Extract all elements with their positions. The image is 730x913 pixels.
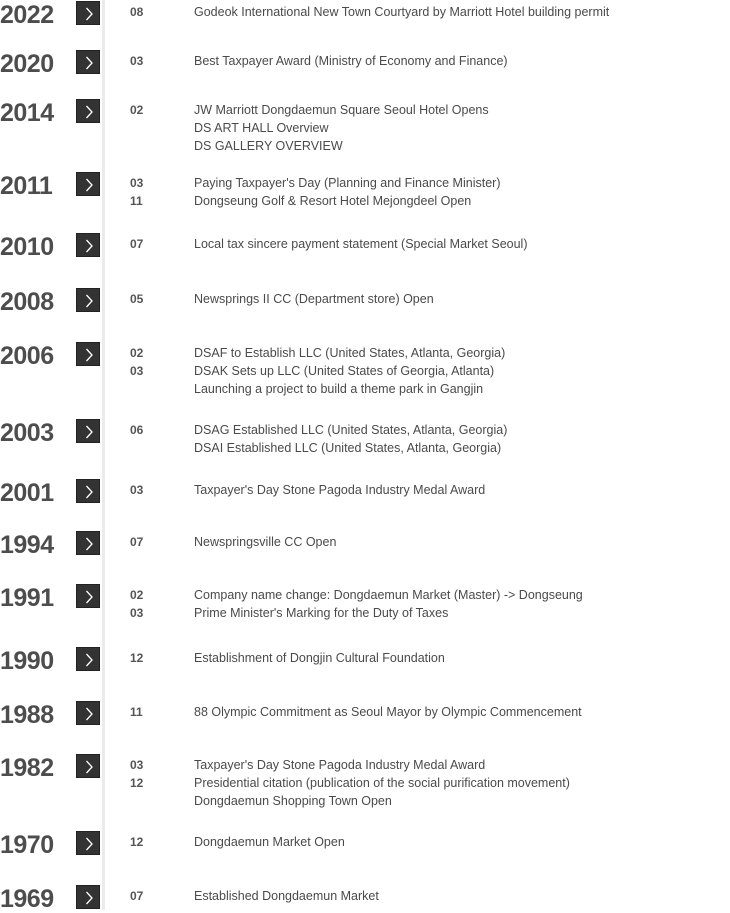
event-text: Dongseung Golf & Resort Hotel Mejongdeel Open — [194, 194, 472, 208]
month-label: 12 — [130, 776, 144, 790]
year-label: 1982 — [0, 754, 54, 782]
expand-year-button[interactable] — [76, 233, 100, 257]
year-events — [130, 479, 710, 499]
event-list — [194, 774, 714, 810]
event-text: DSAI Established LLC (United States, Atlanta, Georgia) — [194, 441, 502, 455]
chevron-right-icon — [77, 234, 101, 258]
event-text: JW Marriott Dongdaemun Square Seoul Hotel Opens — [194, 103, 489, 117]
year-label: 2022 — [0, 1, 54, 29]
year-events — [130, 647, 710, 667]
expand-year-button[interactable] — [76, 419, 100, 443]
event-list — [194, 52, 714, 70]
month-label: 03 — [130, 54, 144, 68]
timeline-line — [102, 0, 105, 910]
chevron-right-icon — [77, 289, 101, 313]
chevron-right-icon — [77, 100, 101, 124]
month-label: 06 — [130, 423, 144, 437]
year-events — [130, 99, 710, 155]
event-text: Dongdaemun Shopping Town Open — [194, 794, 392, 808]
event-text: Established Dongdaemun Market — [194, 889, 379, 903]
year-label: 2014 — [0, 99, 54, 127]
month-label: 02 — [130, 346, 144, 360]
list-item — [130, 649, 710, 667]
month-label: 03 — [130, 176, 144, 190]
event-list — [194, 481, 714, 499]
list-item — [130, 174, 710, 192]
year-events — [130, 288, 710, 308]
list-item — [130, 235, 710, 253]
event-text: 88 Olympic Commitment as Seoul Mayor by Olympic Commencement — [194, 705, 582, 719]
year-label: 2001 — [0, 479, 54, 507]
month-label: 11 — [130, 705, 143, 719]
event-text: Paying Taxpayer's Day (Planning and Finance Minister) — [194, 176, 501, 190]
year-label: 2008 — [0, 288, 54, 316]
chevron-right-icon — [77, 886, 101, 910]
event-list — [194, 290, 714, 308]
month-label: 03 — [130, 606, 144, 620]
chevron-right-icon — [77, 585, 101, 609]
expand-year-button[interactable] — [76, 172, 100, 196]
event-text: Establishment of Dongjin Cultural Foundation — [194, 651, 445, 665]
event-list — [194, 421, 714, 457]
event-text: Dongdaemun Market Open — [194, 835, 345, 849]
chevron-right-icon — [77, 420, 101, 444]
event-list — [194, 192, 714, 210]
list-item — [130, 421, 710, 457]
event-list — [194, 174, 714, 192]
year-events — [130, 233, 710, 253]
list-item — [130, 344, 710, 362]
event-text: Local tax sincere payment statement (Special Market Seoul) — [194, 237, 528, 251]
event-text: DS GALLERY OVERVIEW — [194, 139, 343, 153]
list-item — [130, 3, 710, 21]
year-label: 1990 — [0, 647, 54, 675]
event-text: Newsprings II CC (Department store) Open — [194, 292, 434, 306]
expand-year-button[interactable] — [76, 1, 100, 25]
year-label: 2020 — [0, 50, 54, 78]
expand-year-button[interactable] — [76, 831, 100, 855]
month-label: 08 — [130, 5, 144, 19]
year-label: 2010 — [0, 233, 54, 261]
year-events — [130, 885, 710, 905]
year-events — [130, 172, 710, 210]
list-item — [130, 101, 710, 155]
list-item — [130, 362, 710, 398]
year-events — [130, 754, 710, 810]
chevron-right-icon — [77, 480, 101, 504]
event-text: Presidential citation (publication of the social purification movement) — [194, 776, 570, 790]
expand-year-button[interactable] — [76, 701, 100, 725]
event-list — [194, 344, 714, 362]
event-text: Prime Minister's Marking for the Duty of Taxes — [194, 606, 449, 620]
event-text: DSAF to Establish LLC (United States, Atlanta, Georgia) — [194, 346, 506, 360]
event-list — [194, 3, 714, 21]
year-label: 1991 — [0, 584, 54, 612]
event-list — [194, 756, 714, 774]
chevron-right-icon — [77, 532, 101, 556]
expand-year-button[interactable] — [76, 99, 100, 123]
expand-year-button[interactable] — [76, 479, 100, 503]
year-label: 2003 — [0, 419, 54, 447]
month-label: 12 — [130, 835, 144, 849]
expand-year-button[interactable] — [76, 754, 100, 778]
expand-year-button[interactable] — [76, 531, 100, 555]
expand-year-button[interactable] — [76, 584, 100, 608]
year-label: 1970 — [0, 831, 54, 859]
chevron-right-icon — [77, 343, 101, 367]
month-label: 03 — [130, 758, 144, 772]
chevron-right-icon — [77, 51, 101, 75]
event-text: Newspringsville CC Open — [194, 535, 337, 549]
month-label: 03 — [130, 483, 144, 497]
year-label: 1969 — [0, 885, 54, 913]
list-item — [130, 533, 710, 551]
year-label: 1988 — [0, 701, 54, 729]
month-label: 12 — [130, 651, 144, 665]
month-label: 02 — [130, 588, 144, 602]
event-text: Taxpayer's Day Stone Pagoda Industry Medal Award — [194, 758, 486, 772]
event-list — [194, 703, 714, 721]
year-events — [130, 342, 710, 398]
event-text: DS ART HALL Overview — [194, 121, 329, 135]
event-text: DSAG Established LLC (United States, Atlanta, Georgia) — [194, 423, 508, 437]
event-list — [194, 649, 714, 667]
expand-year-button[interactable] — [76, 342, 100, 366]
chevron-right-icon — [77, 702, 101, 726]
list-item — [130, 290, 710, 308]
chevron-right-icon — [77, 173, 101, 197]
month-label: 07 — [130, 889, 144, 903]
year-events — [130, 1, 710, 21]
event-text: Best Taxpayer Award (Ministry of Economy and Finance) — [194, 54, 508, 68]
chevron-right-icon — [77, 755, 101, 779]
event-list — [194, 604, 714, 622]
list-item — [130, 481, 710, 499]
event-list — [194, 101, 714, 155]
chevron-right-icon — [77, 2, 101, 26]
event-list — [194, 887, 714, 905]
year-label: 2011 — [0, 172, 53, 200]
year-events — [130, 419, 710, 457]
expand-year-button[interactable] — [76, 288, 100, 312]
event-list — [194, 586, 714, 604]
year-events — [130, 584, 710, 622]
event-text: Godeok International New Town Courtyard by Marriott Hotel building permit — [194, 5, 610, 19]
month-label: 11 — [130, 194, 143, 208]
event-list — [194, 533, 714, 551]
year-events — [130, 701, 710, 721]
month-label: 07 — [130, 535, 144, 549]
event-list — [194, 833, 714, 851]
year-events — [130, 531, 710, 551]
list-item — [130, 756, 710, 774]
event-text: Launching a project to build a theme park in Gangjin — [194, 382, 484, 396]
list-item — [130, 887, 710, 905]
chevron-right-icon — [77, 648, 101, 672]
year-label: 2006 — [0, 342, 54, 370]
event-text: DSAK Sets up LLC (United States of Georgia, Atlanta) — [194, 364, 495, 378]
list-item — [130, 774, 710, 810]
event-list — [194, 235, 714, 253]
month-label: 07 — [130, 237, 144, 251]
month-label: 05 — [130, 292, 144, 306]
list-item — [130, 52, 710, 70]
month-label: 03 — [130, 364, 144, 378]
expand-year-button[interactable] — [76, 647, 100, 671]
event-text: Taxpayer's Day Stone Pagoda Industry Medal Award — [194, 483, 486, 497]
expand-year-button[interactable] — [76, 885, 100, 909]
chevron-right-icon — [77, 832, 101, 856]
event-text: Company name change: Dongdaemun Market (Master) -> Dongseung — [194, 588, 583, 602]
list-item — [130, 604, 710, 622]
year-label: 1994 — [0, 531, 54, 559]
year-events — [130, 50, 710, 70]
list-item — [130, 703, 710, 721]
month-label: 02 — [130, 103, 144, 117]
list-item — [130, 833, 710, 851]
list-item — [130, 192, 710, 210]
list-item — [130, 586, 710, 604]
year-events — [130, 831, 710, 851]
event-list — [194, 362, 714, 398]
expand-year-button[interactable] — [76, 50, 100, 74]
